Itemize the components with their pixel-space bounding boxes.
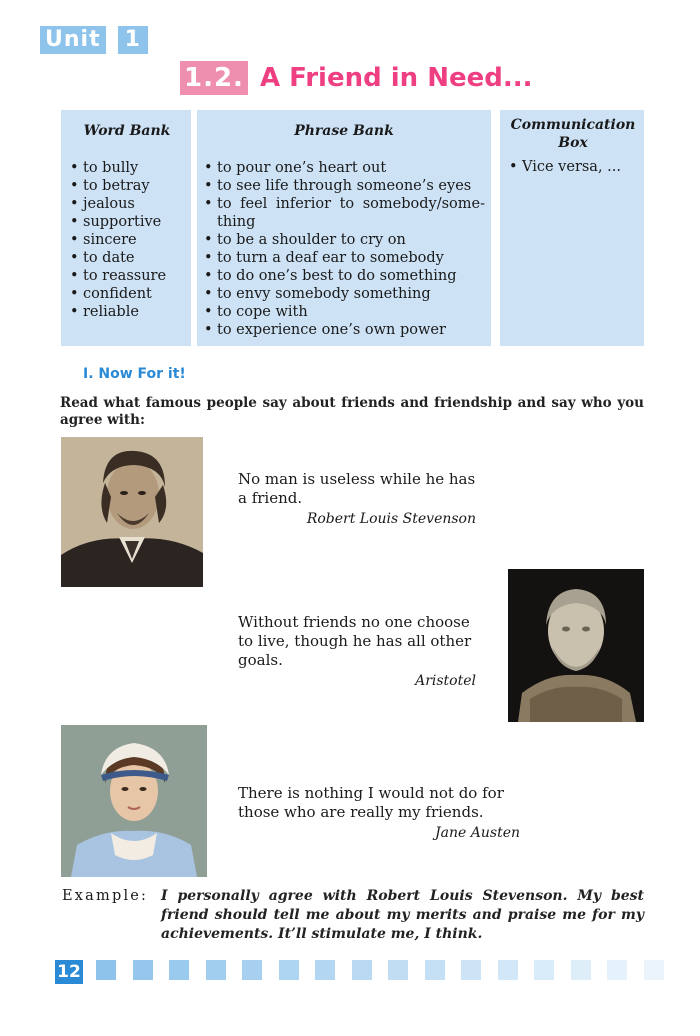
word-bank-title: Word Bank	[83, 123, 171, 139]
quote-author: Aristotel	[415, 673, 476, 689]
list-item: • to pour one’s heart out	[204, 160, 387, 176]
portrait-stevenson	[61, 437, 203, 587]
footer-square	[206, 960, 226, 980]
list-item: • to be a shoulder to cry on	[204, 232, 406, 248]
footer-square	[96, 960, 116, 980]
footer-square	[461, 960, 481, 980]
list-item: • Vice versa, ...	[509, 159, 622, 175]
quote-text: No man is useless while he has a friend.	[238, 470, 476, 507]
unit-label: Unit	[40, 26, 106, 54]
list-item: • to do one’s best to do something	[204, 268, 457, 284]
bullet-icon: •	[70, 196, 79, 212]
footer-square	[498, 960, 518, 980]
footer-square	[315, 960, 335, 980]
list-item: • confident	[70, 286, 152, 302]
bullet-icon: •	[509, 159, 518, 175]
lesson-number: 1.2.	[180, 61, 248, 95]
quote-author: Jane Austen	[435, 825, 520, 841]
quote-text: There is nothing I would not do for those who are really my friends.	[238, 784, 504, 821]
quote-text: Without friends no one choose to live, though he has all other goals.	[238, 613, 472, 669]
list-item: • to feel inferior to somebody/some-thing	[204, 196, 485, 230]
bullet-icon: •	[70, 160, 79, 176]
list-item: • jealous	[70, 196, 135, 212]
unit-badge	[40, 26, 148, 54]
footer-square	[571, 960, 591, 980]
footer-square	[242, 960, 262, 980]
phrase-bank	[197, 110, 491, 346]
bullet-icon: •	[204, 196, 213, 212]
bullet-icon: •	[204, 232, 213, 248]
bullet-icon: •	[204, 322, 213, 338]
list-item: • to see life through someone’s eyes	[204, 178, 472, 194]
portrait-austen-image	[61, 725, 207, 877]
bullet-icon: •	[70, 286, 79, 302]
portrait-aristotel	[508, 569, 644, 722]
instruction-text: Read what famous people say about friends and friendship and say who you agree with:	[60, 395, 644, 428]
list-item: • supportive	[70, 214, 162, 230]
list-item: • sincere	[70, 232, 137, 248]
lesson-name: A Friend in Need...	[259, 63, 533, 93]
footer-square	[169, 960, 189, 980]
quote-stevenson	[238, 470, 476, 529]
footer-square	[425, 960, 445, 980]
portrait-stevenson-image	[61, 437, 203, 587]
bullet-icon: •	[204, 304, 213, 320]
word-bank	[61, 110, 191, 346]
footer-square	[352, 960, 372, 980]
portrait-aristotel-image	[508, 569, 644, 722]
footer-square	[279, 960, 299, 980]
list-item: • to betray	[70, 178, 150, 194]
bullet-icon: •	[70, 178, 79, 194]
page-number: 12	[55, 960, 83, 984]
list-item: • to envy somebody something	[204, 286, 431, 302]
bullet-icon: •	[204, 160, 213, 176]
lesson-title	[180, 60, 533, 96]
bullet-icon: •	[204, 286, 213, 302]
example-text: I personally agree with Robert Louis Stevenson. My best friend should tell me about my merits and praise me for my achievements. It’ll stimulate me, I think.	[161, 888, 644, 942]
bullet-icon: •	[70, 250, 79, 266]
communication-box-title: Communication Box	[510, 117, 636, 151]
quote-author: Robert Louis Stevenson	[306, 511, 476, 527]
footer-square	[607, 960, 627, 980]
communication-box-list	[508, 158, 638, 176]
phrase-bank-list	[203, 159, 485, 339]
bullet-icon: •	[70, 232, 79, 248]
bullet-icon: •	[204, 178, 213, 194]
communication-box	[500, 110, 644, 346]
list-item: • reliable	[70, 304, 139, 320]
bullet-icon: •	[70, 268, 79, 284]
list-item: • to bully	[70, 160, 139, 176]
bullet-icon: •	[204, 268, 213, 284]
word-bank-list	[69, 159, 185, 321]
section-heading: I. Now For it!	[83, 366, 186, 382]
phrase-bank-title: Phrase Bank	[294, 123, 394, 139]
portrait-austen	[61, 725, 207, 877]
list-item: • to cope with	[204, 304, 308, 320]
footer-square	[534, 960, 554, 980]
list-item: • to reassure	[70, 268, 167, 284]
quote-austen	[238, 784, 520, 843]
bullet-icon: •	[70, 214, 79, 230]
example-label: Example:	[62, 888, 149, 904]
list-item: • to experience one’s own power	[204, 322, 446, 338]
unit-number: 1	[118, 26, 148, 54]
bullet-icon: •	[70, 304, 79, 320]
quote-aristotel	[238, 613, 476, 691]
footer-square	[133, 960, 153, 980]
footer-square	[644, 960, 664, 980]
bullet-icon: •	[204, 250, 213, 266]
list-item: • to date	[70, 250, 135, 266]
list-item: • to turn a deaf ear to somebody	[204, 250, 444, 266]
footer-square	[388, 960, 408, 980]
